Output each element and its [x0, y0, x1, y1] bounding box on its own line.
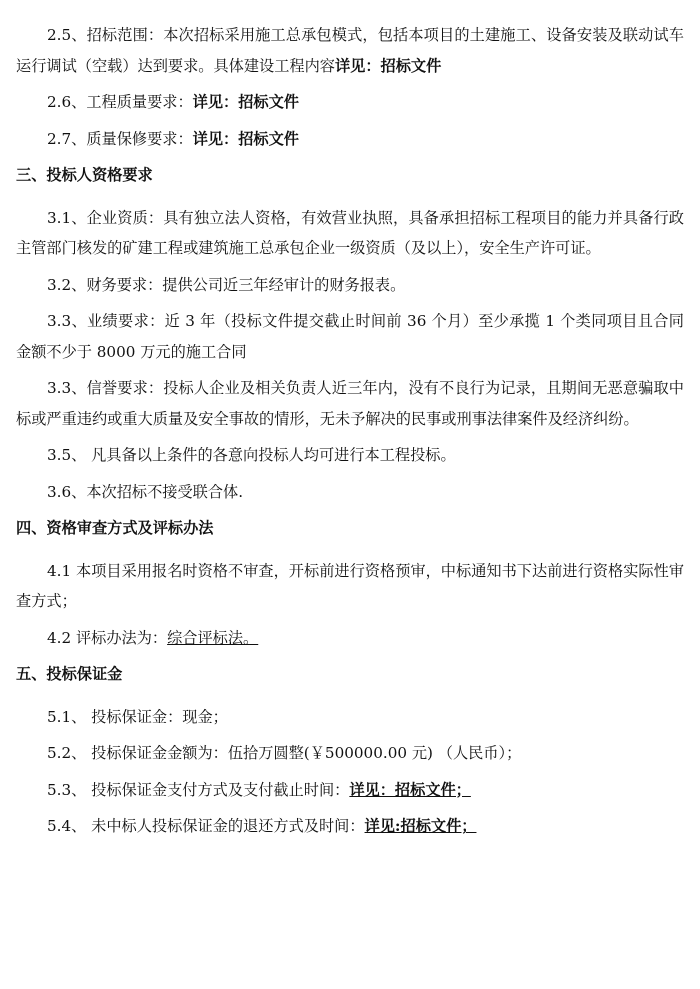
paragraph-3-2: 3.2、财务要求：提供公司近三年经审计的财务报表。 [47, 275, 406, 294]
paragraph-5-2: 5.2、 投标保证金金额为：伍拾万圆整(￥500000.00 元) （人民币）； [47, 744, 522, 762]
paragraph-5-1: 5.1、 投标保证金：现金； [47, 707, 228, 726]
paragraph-2-5 [16, 20, 684, 81]
section-heading-3: 三、投标人资格要求 [16, 166, 153, 184]
paragraph-2-5-text: 2.5、招标范围：本次招标采用施工总承包模式，包括本项目的土建施工、设备安装及联动试车运行调试（空载）达到要求。具体建设工程内容 [16, 26, 684, 75]
paragraph-2-6 [16, 87, 684, 118]
paragraph-4-2-text: 4.2 评标办法为： [47, 628, 168, 647]
section-heading-5: 五、投标保证金 [16, 665, 123, 683]
paragraph-2-7 [16, 124, 684, 155]
paragraph-3-1: 3.1、企业资质：具有独立法人资格，有效营业执照，具备承担招标工程项目的能力并具备行政主管部门核发的矿建工程或建筑施工总承包企业一级资质（及以上），安全生产许可证。 [16, 208, 684, 257]
paragraph-3-6: 3.6、本次招标不接受联合体. [47, 482, 244, 501]
section-heading-4: 四、资格审查方式及评标办法 [16, 519, 214, 537]
paragraph-3-3-performance: 3.3、业绩要求：近 3 年（投标文件提交截止时间前 36 个月）至少承揽 1 个类同项目且合同金额不少于 8000 万元的施工合同 [16, 312, 684, 361]
paragraph-3-3-credit: 3.3、信誉要求：投标人企业及相关负责人近三年内，没有不良行为记录，且期间无恶意骗取中标或严重违约或重大质量及安全事故的情形，无未予解决的民事或刑事法律案件及经济纠纷。 [16, 379, 684, 428]
paragraph-5-3-reference: 详见：招标文件； [349, 780, 471, 799]
paragraph-5-3-text: 5.3、 投标保证金支付方式及支付截止时间： [47, 780, 350, 799]
paragraph-2-7-reference: 详见：招标文件 [192, 129, 299, 148]
paragraph-4-2 [16, 623, 684, 654]
paragraph-2-6-text: 2.6、工程质量要求： [47, 93, 193, 111]
paragraph-2-7-text: 2.7、质量保修要求： [47, 129, 193, 148]
paragraph-3-5: 3.5、 凡具备以上条件的各意向投标人均可进行本工程投标。 [47, 446, 456, 464]
paragraph-4-1: 4.1 本项目采用报名时资格不审查，开标前进行资格预审，中标通知书下达前进行资格实际性审查方式； [16, 561, 684, 610]
paragraph-2-6-reference: 详见：招标文件 [192, 93, 299, 111]
paragraph-5-4-text: 5.4、 未中标人投标保证金的退还方式及时间： [47, 817, 365, 835]
paragraph-5-4-reference: 详见:招标文件； [364, 817, 477, 835]
paragraph-5-4 [16, 811, 684, 842]
paragraph-5-3 [16, 775, 684, 806]
paragraph-2-5-reference: 详见：招标文件 [334, 56, 442, 75]
paragraph-4-2-method: 综合评标法。 [167, 628, 259, 647]
